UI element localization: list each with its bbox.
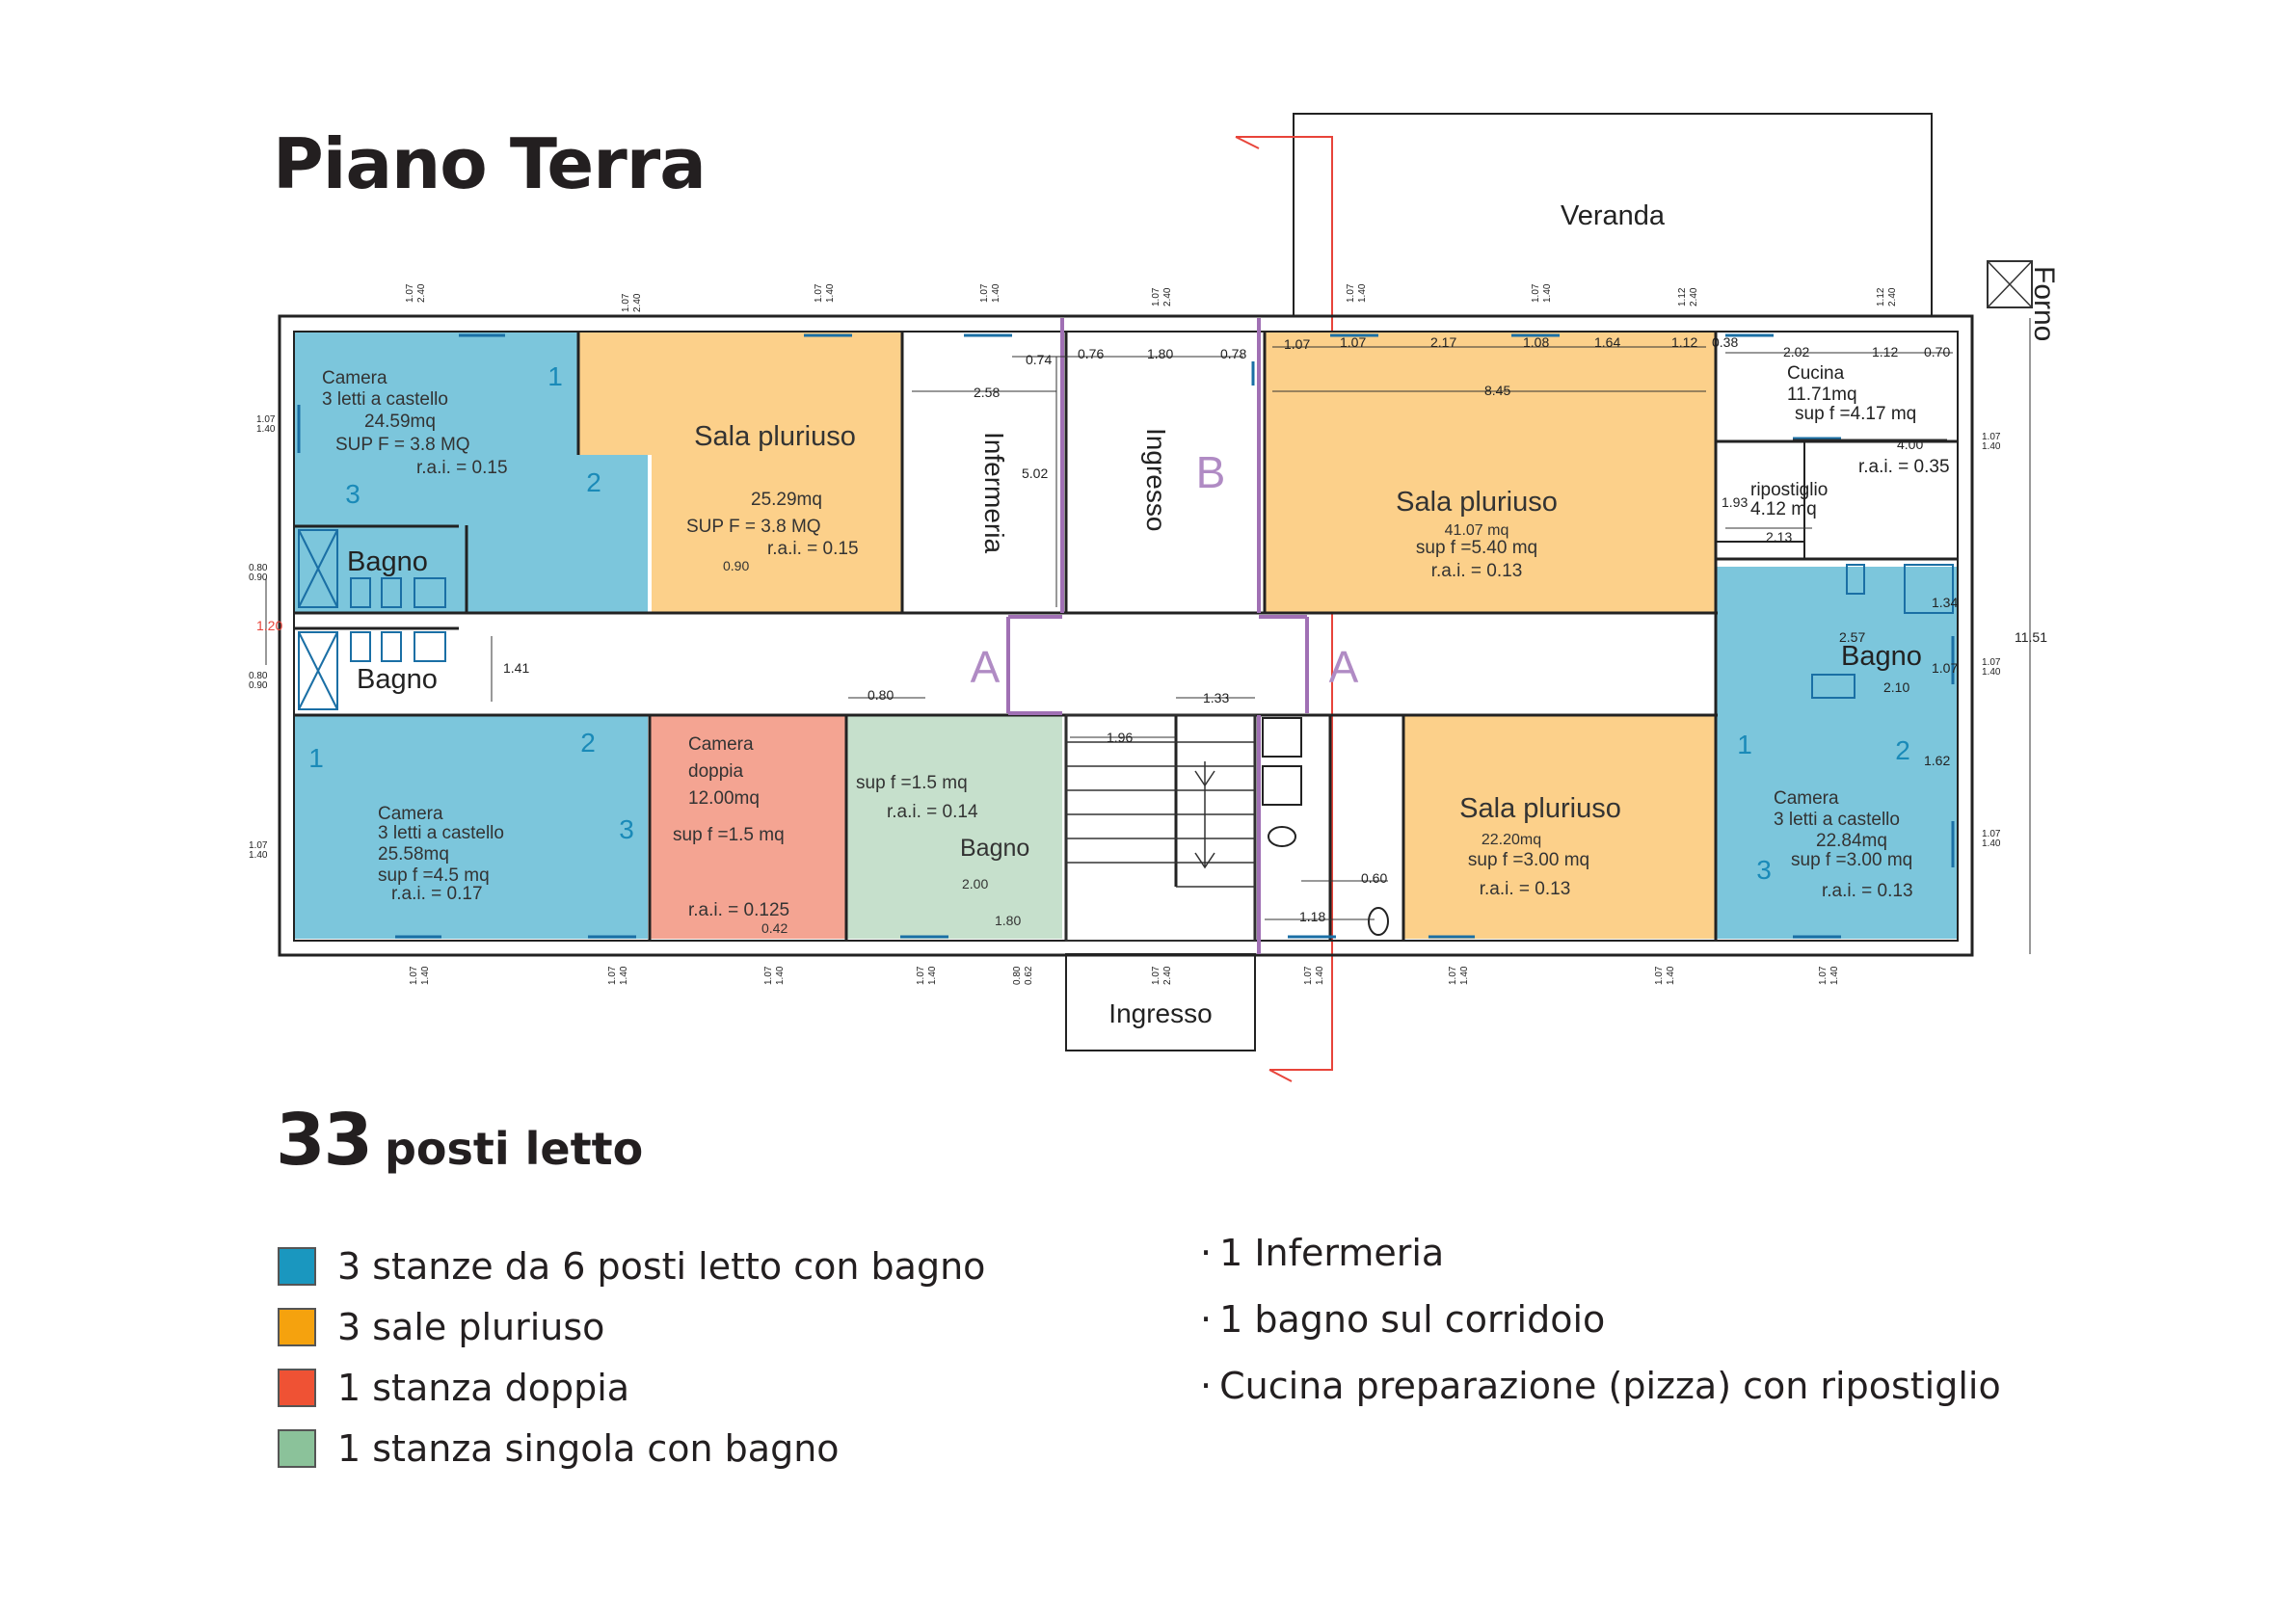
- sala-nw-l1: Sala pluriuso: [694, 421, 856, 452]
- svg-text:1.07: 1.07: [1982, 657, 2001, 668]
- sala-ne-l1: Sala pluriuso: [1396, 487, 1558, 518]
- cucina-l4: r.a.i. = 0.35: [1858, 457, 1950, 477]
- camera-sw-l2: 3 letti a castello: [378, 823, 504, 843]
- dim-074: 0.74: [1026, 352, 1053, 367]
- singola-d1: 2.00: [962, 876, 989, 891]
- section-a-left: A: [970, 642, 1001, 692]
- feature-label: Cucina preparazione (pizza) con ripostiglio: [1219, 1365, 2001, 1407]
- svg-text:1.40: 1.40: [991, 283, 1001, 303]
- sala-nw-l3: SUP F = 3.8 MQ: [686, 517, 821, 537]
- sala-se-l2: 22.20mq: [1481, 832, 1542, 848]
- cucina-d1: 4.00: [1897, 437, 1924, 452]
- beds-count: 33: [276, 1099, 371, 1182]
- svg-text:1.40: 1.40: [249, 850, 268, 861]
- singola-l1: sup f =1.5 mq: [856, 773, 968, 793]
- svg-text:1.07: 1.07: [763, 966, 774, 985]
- legend-item: [278, 1236, 985, 1296]
- sala-se-l1: Sala pluriuso: [1459, 793, 1621, 824]
- doppia-l5: r.a.i. = 0.125: [688, 900, 790, 920]
- dim-196: 1.96: [1107, 730, 1134, 745]
- doppia-l2: doppia: [688, 761, 744, 782]
- bullet-icon: ·: [1200, 1365, 1213, 1407]
- bagno-1-label: Bagno: [347, 546, 428, 577]
- bagno-e-l1: Bagno: [1841, 641, 1922, 672]
- svg-text:1.12: 1.12: [1677, 287, 1688, 306]
- svg-text:0.80: 0.80: [1012, 966, 1023, 985]
- svg-text:1.40: 1.40: [1315, 966, 1325, 985]
- bagno-e-d1: 2.57: [1839, 629, 1866, 645]
- svg-text:1.40: 1.40: [619, 966, 629, 985]
- svg-text:1.07: 1.07: [1531, 283, 1541, 303]
- dim-1151: 11.51: [2015, 629, 2047, 645]
- svg-text:1.07: 1.07: [916, 966, 926, 985]
- camera-se-n2: 2: [1895, 735, 1910, 765]
- svg-text:1.07: 1.07: [249, 840, 268, 851]
- cucina-l1: Cucina: [1787, 363, 1845, 384]
- camera-se-l4: sup f =3.00 mq: [1791, 850, 1913, 870]
- svg-text:0.80: 0.80: [249, 671, 268, 681]
- camera-se-l2: 3 letti a castello: [1774, 810, 1900, 830]
- legend-label: 1 stanza singola con bagno: [337, 1426, 840, 1470]
- svg-text:2.40: 2.40: [632, 293, 643, 312]
- dim-141: 1.41: [503, 660, 530, 676]
- doppia-l3: 12.00mq: [688, 788, 760, 809]
- dim-078: 0.78: [1220, 346, 1247, 361]
- svg-text:2.40: 2.40: [1162, 287, 1173, 306]
- feature-item: [1200, 1298, 2001, 1365]
- dim-118: 1.18: [1299, 909, 1326, 924]
- doppia-l1: Camera: [688, 734, 754, 755]
- svg-text:1.40: 1.40: [1982, 441, 2001, 452]
- svg-text:1.40: 1.40: [256, 424, 276, 435]
- svg-text:0.90: 0.90: [249, 572, 268, 583]
- legend-label: 1 stanza doppia: [337, 1366, 630, 1409]
- legend-label: 3 sale pluriuso: [337, 1305, 605, 1348]
- legend-swatch-blue: [278, 1247, 316, 1286]
- svg-text:1.40: 1.40: [1542, 283, 1553, 303]
- singola-l3: Bagno: [960, 835, 1030, 862]
- camera-se-l3: 22.84mq: [1816, 831, 1887, 851]
- camera-nw-n3: 3: [345, 479, 360, 509]
- dim-080: 0.80: [868, 687, 894, 703]
- bullet-icon: ·: [1200, 1232, 1213, 1274]
- svg-text:1.07: 1.07: [1982, 829, 2001, 839]
- dim-070: 0.70: [1924, 344, 1951, 359]
- feature-item: [1200, 1232, 2001, 1298]
- feature-label: 1 Infermeria: [1219, 1232, 1445, 1274]
- dim-217: 2.17: [1430, 334, 1457, 350]
- svg-text:1.07: 1.07: [1448, 966, 1458, 985]
- dim-038: 0.38: [1712, 334, 1739, 350]
- svg-text:1.40: 1.40: [1357, 283, 1368, 303]
- svg-text:1.40: 1.40: [1459, 966, 1470, 985]
- camera-sw-n2: 2: [580, 728, 596, 758]
- camera-nw-n1: 1: [547, 361, 563, 391]
- bullet-icon: ·: [1200, 1298, 1213, 1341]
- dim-180: 1.80: [1147, 346, 1174, 361]
- svg-text:1.07: 1.07: [979, 283, 990, 303]
- beds-label: posti letto: [384, 1123, 644, 1175]
- svg-text:1.07: 1.07: [1654, 966, 1665, 985]
- dim-164: 1.64: [1594, 334, 1621, 350]
- window-annotations-top: [405, 283, 1898, 312]
- dim-502: 5.02: [1022, 466, 1049, 481]
- legend-item: [278, 1296, 985, 1357]
- infermeria-label: Infermeria: [979, 432, 1009, 554]
- legend: [278, 1236, 985, 1478]
- ingresso-bottom-label: Ingresso: [1108, 998, 1213, 1028]
- camera-sw-l5: r.a.i. = 0.17: [391, 884, 483, 904]
- bagno-e-d4: 1.34: [1932, 595, 1959, 610]
- dim-258: 2.58: [974, 385, 1001, 400]
- camera-se-n3: 3: [1756, 855, 1772, 885]
- feature-item: [1200, 1365, 2001, 1431]
- svg-text:1.07: 1.07: [1818, 966, 1829, 985]
- sala-ne-l4: r.a.i. = 0.13: [1430, 561, 1523, 581]
- doppia-d1: 0.42: [761, 920, 788, 936]
- svg-text:1.07: 1.07: [1151, 966, 1161, 985]
- dim-107a: 1.07: [1284, 336, 1311, 352]
- dim-120: 1.20: [256, 618, 283, 633]
- features-list: [1200, 1232, 2001, 1431]
- doppia-l4: sup f =1.5 mq: [673, 825, 785, 845]
- legend-swatch-red: [278, 1369, 316, 1407]
- singola-l2: r.a.i. = 0.14: [887, 802, 978, 822]
- dim-112b: 1.12: [1872, 344, 1899, 359]
- svg-text:1.07: 1.07: [607, 966, 618, 985]
- ripostiglio-l2: 4.12 mq: [1750, 499, 1817, 519]
- svg-text:1.07: 1.07: [409, 966, 419, 985]
- svg-text:0.62: 0.62: [1024, 966, 1034, 985]
- svg-text:1.40: 1.40: [825, 283, 836, 303]
- svg-text:1.07: 1.07: [405, 283, 415, 303]
- bagno-e-d3: 1.07: [1932, 660, 1959, 676]
- camera-sw-l1: Camera: [378, 804, 443, 824]
- section-a-right: A: [1328, 642, 1359, 692]
- legend-label: 3 stanze da 6 posti letto con bagno: [337, 1244, 986, 1288]
- feature-label: 1 bagno sul corridoio: [1219, 1298, 1606, 1341]
- singola-fill: [846, 715, 1062, 939]
- sala-se-fill: [1403, 715, 1716, 939]
- svg-text:1.40: 1.40: [775, 966, 786, 985]
- camera-sw-l4: sup f =4.5 mq: [378, 865, 490, 886]
- dim-060: 0.60: [1361, 870, 1388, 886]
- svg-text:1.40: 1.40: [1982, 667, 2001, 678]
- forno-label: Forno: [2028, 266, 2060, 342]
- dim-845: 8.45: [1484, 383, 1511, 398]
- dim-112a: 1.12: [1671, 334, 1698, 350]
- svg-text:1.40: 1.40: [420, 966, 431, 985]
- ripostiglio-d2: 2.13: [1766, 529, 1793, 545]
- dim-107b: 1.07: [1340, 334, 1367, 350]
- camera-nw-l3: 24.59mq: [364, 412, 436, 432]
- camera-nw-l4: SUP F = 3.8 MQ: [335, 435, 470, 455]
- svg-text:1.40: 1.40: [1666, 966, 1676, 985]
- svg-text:2.40: 2.40: [416, 283, 427, 303]
- bagno-e-d5: 1.62: [1924, 753, 1951, 768]
- sala-se-l3: sup f =3.00 mq: [1467, 850, 1590, 870]
- staircase: [1066, 715, 1255, 941]
- legend-swatch-orange: [278, 1308, 316, 1346]
- sala-ne-l2: 41.07 mq: [1444, 522, 1509, 539]
- ingresso-top-label: Ingresso: [1141, 428, 1171, 532]
- section-b: B: [1195, 447, 1226, 497]
- legend-item: [278, 1418, 985, 1478]
- camera-nw-l2: 3 letti a castello: [322, 389, 448, 410]
- svg-text:2.40: 2.40: [1887, 287, 1898, 306]
- svg-text:0.80: 0.80: [249, 563, 268, 573]
- beds-summary: [276, 1099, 643, 1182]
- svg-text:1.07: 1.07: [1151, 287, 1161, 306]
- dim-202: 2.02: [1783, 344, 1810, 359]
- singola-d2: 1.80: [995, 913, 1022, 928]
- camera-nw-n2: 2: [586, 467, 601, 497]
- svg-text:1.40: 1.40: [1982, 838, 2001, 849]
- svg-text:1.07: 1.07: [621, 293, 631, 312]
- page-title: Piano Terra: [273, 123, 706, 204]
- svg-text:1.12: 1.12: [1876, 287, 1886, 306]
- svg-text:2.40: 2.40: [1689, 287, 1699, 306]
- svg-text:1.07: 1.07: [1346, 283, 1356, 303]
- sala-nw-l2: 25.29mq: [751, 490, 822, 510]
- bagno-2-label: Bagno: [357, 664, 438, 695]
- svg-text:0.90: 0.90: [249, 680, 268, 691]
- dim-133: 1.33: [1203, 690, 1230, 705]
- ripostiglio-d1: 1.93: [1722, 494, 1749, 510]
- sala-nw-d1: 0.90: [723, 558, 750, 573]
- camera-se-n1: 1: [1737, 730, 1752, 759]
- camera-sw-l3: 25.58mq: [378, 844, 449, 865]
- sala-nw-l4: r.a.i. = 0.15: [767, 539, 859, 559]
- svg-text:1.07: 1.07: [1303, 966, 1314, 985]
- dim-076: 0.76: [1078, 346, 1105, 361]
- dim-108: 1.08: [1523, 334, 1550, 350]
- camera-sw-n1: 1: [308, 743, 324, 773]
- svg-text:1.40: 1.40: [927, 966, 938, 985]
- svg-text:1.40: 1.40: [1829, 966, 1840, 985]
- sala-ne-l3: sup f =5.40 mq: [1415, 538, 1538, 558]
- cucina-l3: sup f =4.17 mq: [1795, 404, 1917, 424]
- sala-se-l4: r.a.i. = 0.13: [1479, 879, 1571, 899]
- cucina-l2: 11.71mq: [1787, 385, 1857, 405]
- camera-nw-l1: Camera: [322, 368, 387, 388]
- camera-se-l1: Camera: [1774, 788, 1839, 809]
- camera-se-l5: r.a.i. = 0.13: [1822, 881, 1913, 901]
- veranda-label: Veranda: [1560, 200, 1666, 231]
- svg-text:2.40: 2.40: [1162, 966, 1173, 985]
- legend-swatch-green: [278, 1429, 316, 1468]
- camera-sw-n3: 3: [619, 814, 634, 844]
- svg-text:1.07: 1.07: [1982, 432, 2001, 442]
- legend-item: [278, 1357, 985, 1418]
- svg-text:1.07: 1.07: [256, 414, 276, 425]
- camera-nw-l5: r.a.i. = 0.15: [416, 458, 508, 478]
- ripostiglio-l1: ripostiglio: [1750, 480, 1829, 500]
- corridor-wc-fixtures: [1263, 718, 1388, 935]
- bagno-e-d2: 2.10: [1883, 679, 1910, 695]
- svg-text:1.07: 1.07: [814, 283, 824, 303]
